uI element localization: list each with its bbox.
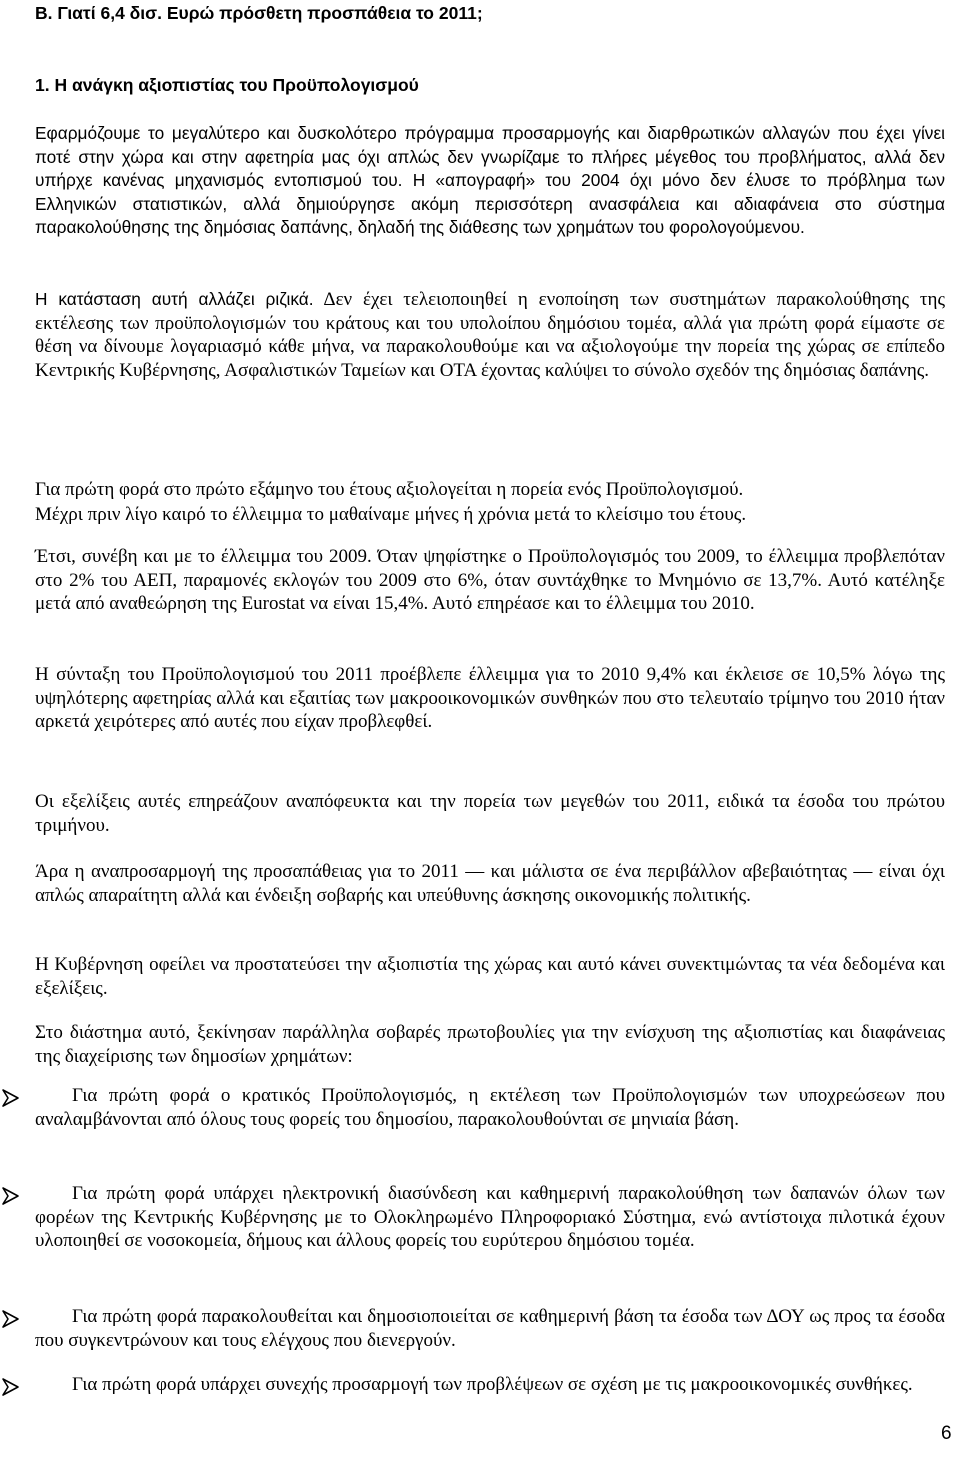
paragraph-8: Η Κυβέρνηση οφείλει να προστατεύσει την αξιοπιστία της χώρας και αυτό κάνει συνεκτιμώντας τα νέα δεδομένα και εξελίξεις. [35, 954, 945, 999]
paragraph-9: Στο διάστημα αυτό, ξεκίνησαν παράλληλα σοβαρές πρωτοβουλίες για την ενίσχυση της αξιοπιστίας και διαφάνειας της διαχείρισης των δημοσίων χρημάτων: [35, 1022, 945, 1067]
bullet-item-3: Για πρώτη φορά παρακολουθείται και δημοσιοποιείται σε καθημερινή βάση τα έσοδα των ΔΟΥ ως προς τα έσοδα που συγκεντρώνουν και τους ελέγχους που διενεργούν. [35, 1306, 945, 1351]
arrow-bullet-icon [0, 1185, 22, 1207]
paragraph-6: Οι εξελίξεις αυτές επηρεάζουν αναπόφευκτα και την πορεία των μεγεθών του 2011, ειδικά τα έσοδα του πρώτου τριμήνου. [35, 791, 945, 836]
paragraph-3-line-2: Μέχρι πριν λίγο καιρό το έλλειμμα το μαθαίναμε μήνες ή χρόνια μετά το κλείσιμο του έτους. [35, 504, 747, 525]
arrow-bullet-icon [0, 1308, 22, 1330]
paragraph-2-part-a: Η κατάσταση αυτή αλλάζει ριζικά. [35, 289, 314, 309]
bullet-item-4: Για πρώτη φορά υπάρχει συνεχής προσαρμογή των προβλέψεων σε σχέση με τις μακροοικονομικές συνθήκες. [72, 1374, 913, 1395]
paragraph-3-line-1: Για πρώτη φορά στο πρώτο εξάμηνο του έτους αξιολογείται η πορεία ενός Προϋπολογισμού. [35, 479, 744, 500]
paragraph-2-part-b: Δεν έχει τελειοποιηθεί η ενοποίηση των συστημάτων παρακολούθησης της εκτέλεσης των προϋπολογισμών του κράτους και του υπολοίπου δημόσιου τομέα, αλλά για πρώτη φορά είμαστε σε θέση να δίνουμε λογαριασμό κάθε μήνα, να παρακολουθούμε και να αξιολογούμε την πορεία της χώρας σε επίπεδο Κεντρικής Κυβέρνησης, Ασφαλιστικών Ταμείων και ΟΤΑ έχοντας καλύψει το σύνολο σχεδόν της δημόσιας δαπάνης. [35, 289, 945, 381]
paragraph-1-part-b: Η «απογραφή» του 2004 όχι μόνο δεν έλυσε το πρόβλημα των Ελληνικών στατιστικών, αλλά δημιούργησε ακόμη περισσότερη ανασφάλεια και αδιαφάνεια στο σύστημα παρακολούθησης της δημόσιας δαπάνης, δηλαδή της διάθεσης των χρημάτων του φορολογούμενου. [35, 170, 945, 237]
paragraph-2 [35, 288, 945, 382]
section-title: 1. Η ανάγκη αξιοπιστίας του Προϋπολογισμού [35, 75, 419, 95]
page-number: 6 [941, 1423, 952, 1444]
arrow-bullet-icon [0, 1087, 22, 1109]
paragraph-4: Έτσι, συνέβη και με το έλλειμμα του 2009. Όταν ψηφίστηκε ο Προϋπολογισμός του 2009, το έλλειμμα προβλεπόταν στο 2% του ΑΕΠ, παραμονές εκλογών του 2009 στο 6%, όταν συντάχθηκε το Μνημόνιο σε 13,7%. Αυτό κατέληξε μετά από αναθεώρηση της Eurostat να είναι 15,4%. Αυτό επηρέασε και το έλλειμμα του 2010. [35, 546, 945, 614]
paragraph-1 [35, 122, 945, 240]
arrow-bullet-icon [0, 1376, 22, 1398]
bullet-item-1: Για πρώτη φορά ο κρατικός Προϋπολογισμός, η εκτέλεση των Προϋπολογισμών των υποχρεώσεων που αναλαμβάνονται από όλους τους φορείς του δημοσίου, παρακολουθούνται σε μηνιαία βάση. [35, 1085, 945, 1130]
paragraph-1-part-a: Εφαρμόζουμε το μεγαλύτερο και δυσκολότερο πρόγραμμα προσαρμογής και διαρθρωτικών αλλαγών που έχει γίνει ποτέ στην χώρα και στην αφετηρία μας όχι απλώς δεν γνωρίζαμε το πλήρες μέγεθος του προβλήματος, αλλά δεν υπήρχε κανένας μηχανισμός εντοπισμού του. [35, 123, 945, 190]
bullet-item-2: Για πρώτη φορά υπάρχει ηλεκτρονική διασύνδεση και καθημερινή παρακολούθηση των δαπανών όλων των φορέων της Κεντρικής Κυβέρνησης με το Ολοκληρωμένο Πληροφοριακό Σύστημα, ενώ αντίστοιχα πιλοτικά έχουν υλοποιηθεί σε νοσοκομεία, δήμους και άλλους φορείς του ευρύτερου δημόσιου τομέα. [35, 1183, 945, 1251]
document-heading: B. Γιατί 6,4 δισ. Ευρώ πρόσθετη προσπάθεια το 2011; [35, 3, 483, 23]
paragraph-5: Η σύνταξη του Προϋπολογισμού του 2011 προέβλεπε έλλειμμα για το 2010 9,4% και έκλεισε σε 10,5% λόγω της υψηλότερης αφετηρίας αλλά και εξαιτίας των μακροοικονομικών συνθηκών που στο τελευταίο τρίμηνο του 2010 ήταν αρκετά χειρότερες από αυτές που είχαν προβλεφθεί. [35, 664, 945, 732]
paragraph-7: Άρα η αναπροσαρμογή της προσαπάθειας για το 2011 — και μάλιστα σε ένα περιβάλλον αβεβαιότητας — είναι όχι απλώς απαραίτητη αλλά και ένδειξη σοβαρής και υπεύθυνης άσκησης οικονομικής πολιτικής. [35, 861, 945, 906]
